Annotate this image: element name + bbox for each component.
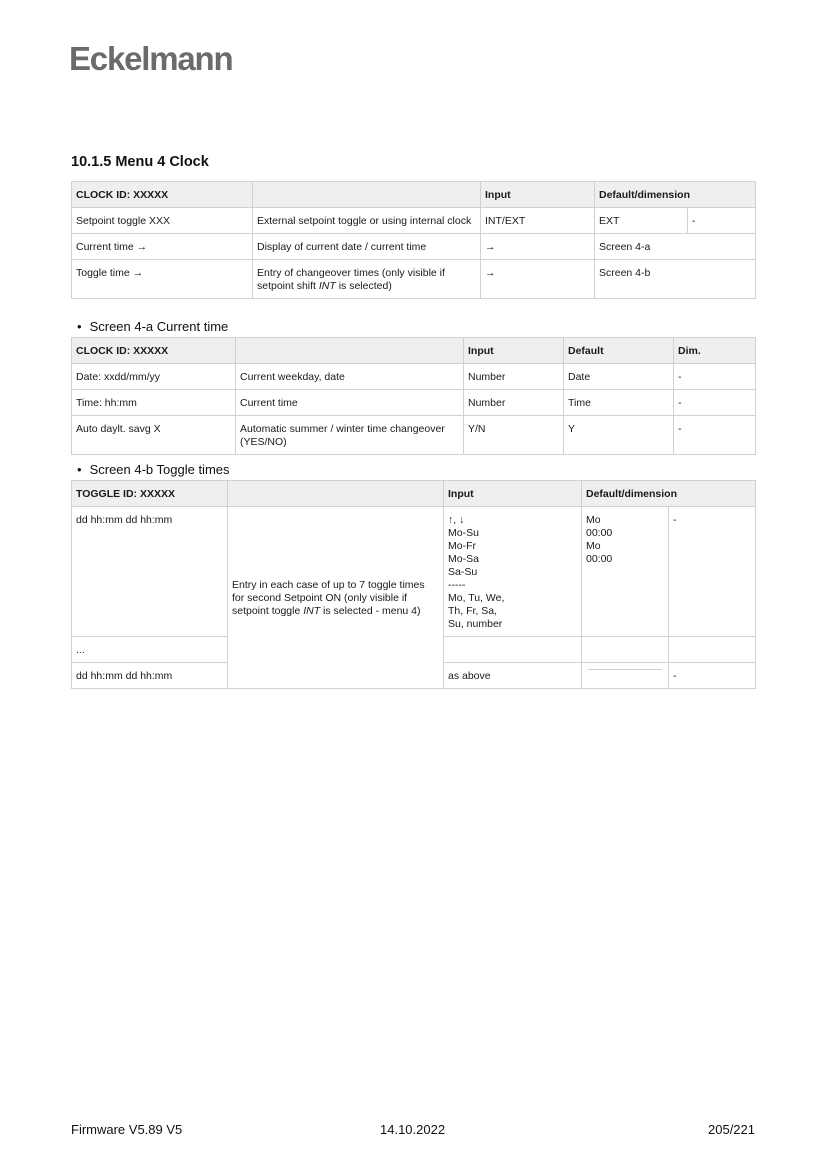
table-header-row	[72, 481, 756, 507]
input-cell: →	[481, 260, 595, 299]
header-cell	[228, 481, 444, 507]
table-row	[72, 364, 756, 390]
company-logo: Eckelmann	[69, 40, 233, 77]
dimension-cell	[669, 637, 756, 663]
footer-page-number: 205/221	[708, 1122, 755, 1137]
footer-firmware: Firmware V5.89 V5	[71, 1122, 183, 1137]
screen-4a-heading: • Screen 4-a Current time	[77, 319, 229, 334]
description-cell: Entry of changeover times (only visible if setpoint shift INT is selected)	[253, 260, 481, 299]
input-cell: INT/EXT	[481, 208, 595, 234]
parameter-cell: Auto daylt. savg X	[72, 416, 236, 455]
dimension-cell: -	[669, 507, 756, 637]
input-cell	[444, 637, 582, 663]
header-cell: CLOCK ID: XXXXX	[72, 182, 253, 208]
header-cell: Input	[444, 481, 582, 507]
description-cell: Automatic summer / winter time changeover (YES/NO)	[236, 416, 464, 455]
parameter-cell: Current time →	[72, 234, 253, 260]
screen-4b-table	[71, 480, 756, 689]
input-cell: as above	[444, 663, 582, 689]
table-row	[72, 507, 756, 637]
description-cell: External setpoint toggle or using internal clock	[253, 208, 481, 234]
table-row	[72, 260, 756, 299]
description-cell: Display of current date / current time	[253, 234, 481, 260]
table-row	[72, 208, 756, 234]
divider	[588, 669, 662, 670]
default-cell: Mo 00:00 Mo 00:00	[582, 507, 669, 637]
default-cell: Date	[564, 364, 674, 390]
description-cell: Current time	[236, 390, 464, 416]
screen-4b-heading: • Screen 4-b Toggle times	[77, 462, 230, 477]
parameter-cell: Time: hh:mm	[72, 390, 236, 416]
header-cell: Dim.	[674, 338, 756, 364]
screen-4a-table	[71, 337, 756, 455]
footer-date: 14.10.2022	[380, 1122, 446, 1137]
table-row	[72, 416, 756, 455]
input-cell: ↑, ↓ Mo-Su Mo-Fr Mo-Sa Sa-Su ----- Mo, Tu, We, Th, Fr, Sa, Su, number	[444, 507, 582, 637]
dimension-cell: -	[669, 663, 756, 689]
header-cell: TOGGLE ID: XXXXX	[72, 481, 228, 507]
section-title: 10.1.5 Menu 4 Clock	[71, 154, 209, 170]
dimension-cell: -	[674, 390, 756, 416]
header-cell: Input	[464, 338, 564, 364]
default-cell: Y	[564, 416, 674, 455]
header-cell: Input	[481, 182, 595, 208]
table-header-row	[72, 338, 756, 364]
header-cell	[253, 182, 481, 208]
default-cell: EXT	[595, 208, 688, 234]
dimension-cell: -	[674, 364, 756, 390]
dimension-cell: -	[674, 416, 756, 455]
default-cell: Screen 4-b	[595, 260, 756, 299]
input-cell: Y/N	[464, 416, 564, 455]
parameter-cell: dd hh:mm dd hh:mm	[72, 663, 228, 689]
header-cell	[236, 338, 464, 364]
parameter-cell: Toggle time →	[72, 260, 253, 299]
parameter-cell: dd hh:mm dd hh:mm	[72, 507, 228, 637]
header-cell: Default/dimension	[582, 481, 756, 507]
header-cell: Default	[564, 338, 674, 364]
input-cell: Number	[464, 390, 564, 416]
default-cell	[582, 637, 669, 663]
parameter-cell: Date: xxdd/mm/yy	[72, 364, 236, 390]
parameter-cell: Setpoint toggle XXX	[72, 208, 253, 234]
dimension-cell: -	[688, 208, 756, 234]
input-cell: Number	[464, 364, 564, 390]
table-header-row	[72, 182, 756, 208]
default-cell: Screen 4-a	[595, 234, 756, 260]
default-cell	[582, 663, 669, 689]
default-cell: Time	[564, 390, 674, 416]
table-row	[72, 234, 756, 260]
clock-menu-table	[71, 181, 756, 299]
description-cell: Current weekday, date	[236, 364, 464, 390]
header-cell: CLOCK ID: XXXXX	[72, 338, 236, 364]
input-cell: →	[481, 234, 595, 260]
parameter-cell: ...	[72, 637, 228, 663]
table-row	[72, 390, 756, 416]
description-cell: Entry in each case of up to 7 toggle times for second Setpoint ON (only visible if setpoint toggle INT is selected - menu 4)	[228, 507, 444, 689]
header-cell: Default/dimension	[595, 182, 756, 208]
